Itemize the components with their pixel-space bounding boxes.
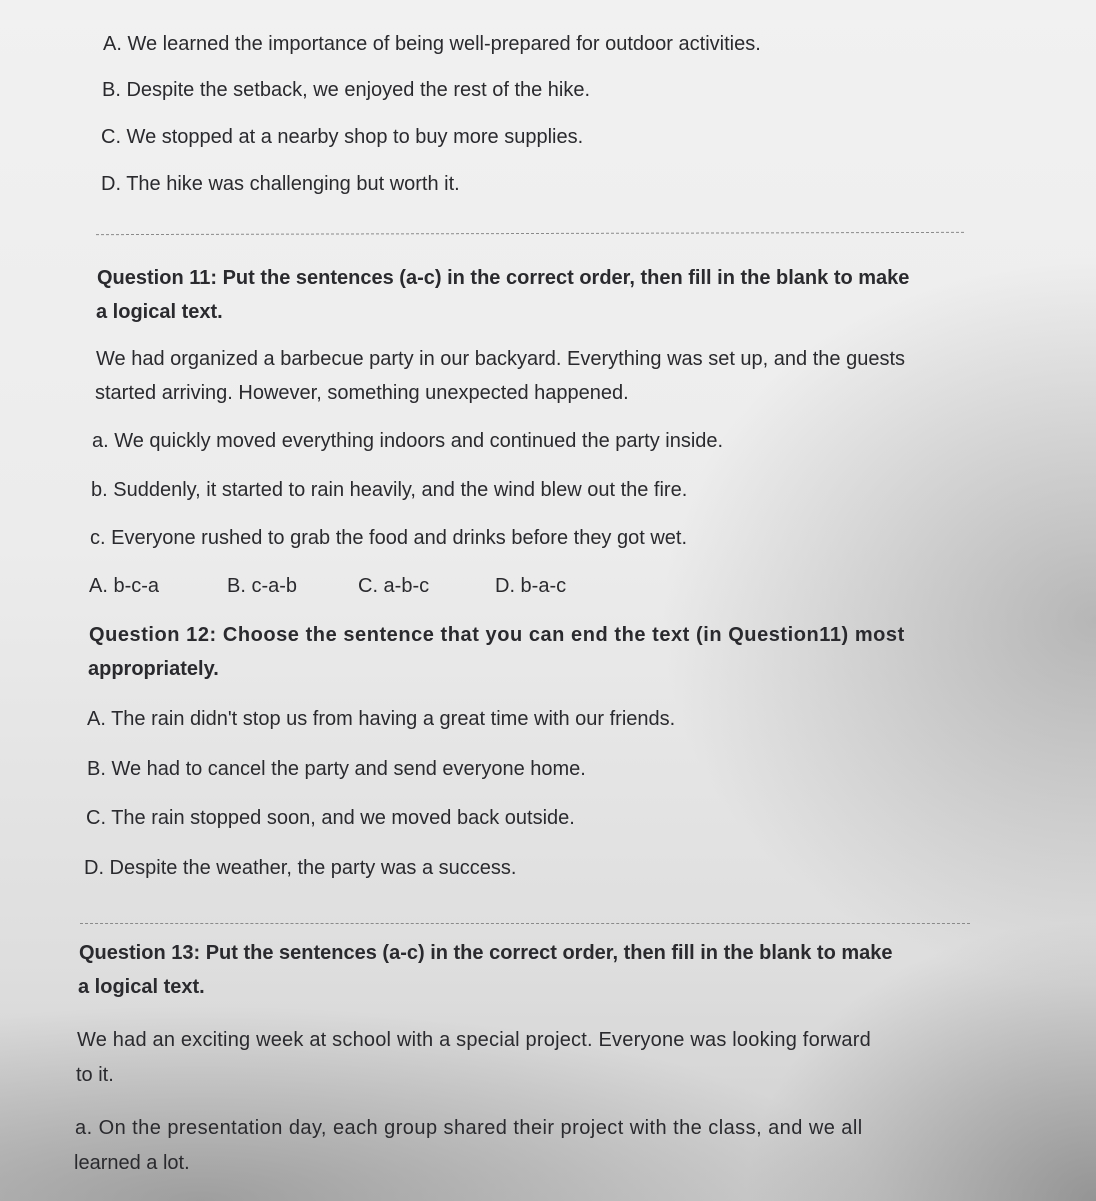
q11-title-line1: Question 11: Put the sentences (a-c) in the correct order, then fill in the blank to make: [97, 267, 910, 289]
q12-option-c[interactable]: C. The rain stopped soon, and we moved back outside.: [86, 807, 575, 829]
prev-option-c: C. We stopped at a nearby shop to buy more supplies.: [101, 126, 584, 148]
q11-sentence-c: c. Everyone rushed to grab the food and drinks before they got wet.: [90, 527, 688, 549]
q13-sentence-a-line1: a. On the presentation day, each group shared their project with the class, and we all: [75, 1117, 863, 1139]
q13-sentence-a-line2: learned a lot.: [74, 1152, 190, 1174]
q13-title-line2: a logical text.: [78, 976, 205, 998]
prev-option-d: D. The hike was challenging but worth it.: [101, 173, 460, 195]
q12-title-line2: appropriately.: [88, 658, 219, 680]
q12-option-d[interactable]: D. Despite the weather, the party was a success.: [84, 857, 517, 879]
q11-passage-line1: We had organized a barbecue party in our backyard. Everything was set up, and the guests: [96, 348, 906, 370]
q11-choice-c[interactable]: C. a-b-c: [358, 575, 430, 597]
q11-passage-line2: started arriving. However, something unexpected happened.: [95, 382, 629, 404]
q11-title-line2: a logical text.: [96, 301, 223, 323]
q11-choice-d[interactable]: D. b-a-c: [495, 575, 567, 597]
q13-title-line1: Question 13: Put the sentences (a-c) in the correct order, then fill in the blank to make: [79, 942, 893, 964]
q11-sentence-a: a. We quickly moved everything indoors and continued the party inside.: [92, 430, 724, 452]
q12-option-b[interactable]: B. We had to cancel the party and send everyone home.: [87, 758, 586, 780]
prev-option-a: A. We learned the importance of being well-prepared for outdoor activities.: [103, 33, 761, 55]
q13-passage-line2: to it.: [76, 1064, 114, 1086]
section-divider: [96, 232, 964, 235]
q11-choice-a[interactable]: A. b-c-a: [89, 575, 160, 597]
q11-choice-b[interactable]: B. c-a-b: [227, 575, 298, 597]
prev-option-b: B. Despite the setback, we enjoyed the rest of the hike.: [102, 79, 591, 101]
q11-sentence-b: b. Suddenly, it started to rain heavily, and the wind blew out the fire.: [91, 479, 688, 501]
section-divider-2: [80, 923, 970, 924]
q12-title-line1: Question 12: Choose the sentence that you can end the text (in Question11) most: [89, 624, 905, 646]
q13-passage-line1: We had an exciting week at school with a special project. Everyone was looking forward: [77, 1029, 871, 1051]
q12-option-a[interactable]: A. The rain didn't stop us from having a great time with our friends.: [87, 708, 676, 730]
